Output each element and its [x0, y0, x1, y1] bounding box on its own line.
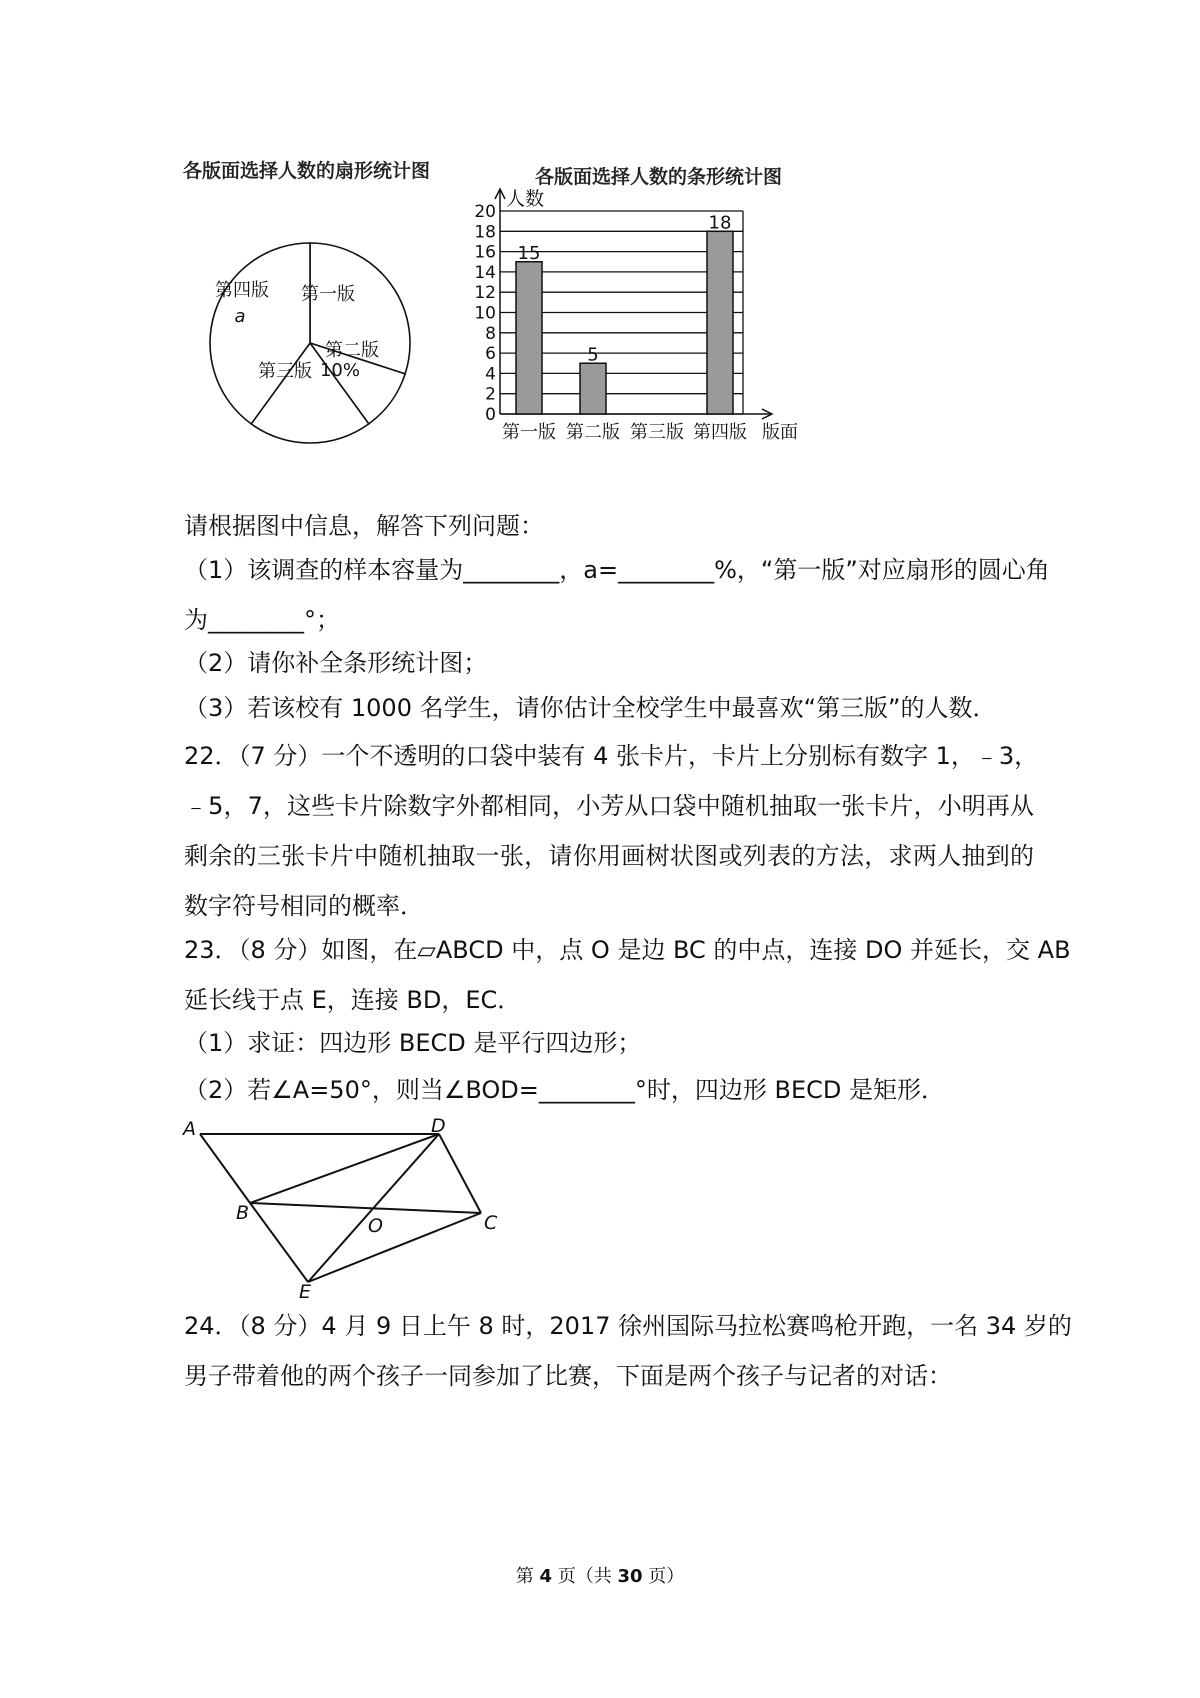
- text-line: 请根据图中信息，解答下列问题：: [184, 512, 544, 540]
- bar-1: [516, 262, 542, 414]
- parallelogram-figure: [178, 1115, 508, 1303]
- text-line: （1）求证：四边形 BECD 是平行四边形；: [184, 1029, 642, 1057]
- question-23-part2: [184, 1065, 1034, 1115]
- text-line: （3）若该校有 1000 名学生，请你估计全校学生中最喜欢“第三版”的人数．: [184, 694, 997, 722]
- page-footer: [0, 1562, 1200, 1588]
- footer-text: 第: [515, 1566, 534, 1587]
- pie-slice-label: 第二版: [325, 340, 379, 361]
- question-21-intro: [184, 501, 1034, 551]
- question-21-part1: [184, 545, 1050, 645]
- question-21-part2: [184, 638, 1034, 688]
- label-D: D: [431, 1115, 446, 1137]
- text-line: ﹣5，7，这些卡片除数字外都相同，小芳从口袋中随机抽取一张卡片，小明再从: [184, 792, 1034, 820]
- text-line: 24．（8 分）4 月 9 日上午 8 时，2017 徐州国际马拉松赛鸣枪开跑，一名 34 岁的: [184, 1312, 1072, 1340]
- y-tick-label: 20: [474, 202, 496, 222]
- x-category-label: 第四版: [693, 422, 747, 443]
- segment-DE: [308, 1134, 439, 1282]
- bar-4: [707, 231, 733, 414]
- bar-data-label: 18: [708, 212, 732, 234]
- pie-slice-annotation: 10%: [319, 360, 361, 381]
- y-tick-label: 12: [474, 283, 496, 304]
- question-23-part1: [184, 1018, 1034, 1068]
- y-tick-label: 2: [485, 384, 496, 405]
- pie-chart: [200, 238, 440, 458]
- segment-BD: [250, 1134, 439, 1203]
- label-O: O: [368, 1215, 383, 1237]
- bar-data-label: 15: [517, 242, 541, 264]
- label-B: B: [236, 1202, 250, 1224]
- pie-slice-label: 第一版: [301, 284, 355, 305]
- question-24: [184, 1301, 1072, 1401]
- y-tick-label: 8: [485, 323, 496, 344]
- pie-chart-title: 各版面选择人数的扇形统计图: [183, 160, 431, 182]
- question-23: [184, 925, 1071, 1025]
- pie-slice-label: 第四版: [215, 280, 269, 301]
- bar-2: [580, 363, 606, 414]
- text-line: 延长线于点 E，连接 BD，EC．: [184, 986, 522, 1014]
- question-21-part3: [184, 683, 1034, 733]
- pie-slice-annotation: a: [234, 306, 246, 327]
- y-axis-label: 人数: [506, 188, 545, 210]
- page-total: 30: [617, 1566, 643, 1587]
- pie-slice-label: 第三版: [258, 361, 312, 382]
- y-tick-label: 6: [485, 344, 496, 365]
- segment-DC: [439, 1134, 481, 1213]
- segment-BC: [250, 1203, 481, 1213]
- y-tick-label: 10: [474, 303, 496, 324]
- y-tick-label: 4: [485, 364, 496, 385]
- text-line: 剩余的三张卡片中随机抽取一张，请你用画树状图或列表的方法，求两人抽到的: [184, 842, 1034, 870]
- segment-BE: [250, 1203, 308, 1282]
- bar-chart: [474, 188, 890, 485]
- bar-data-label: 5: [587, 344, 599, 366]
- text-line: 男子带着他的两个孩子一同参加了比赛，下面是两个孩子与记者的对话：: [184, 1362, 952, 1390]
- text-line: （2）若∠A=50°，则当∠BOD=________°时，四边形 BECD 是矩形．: [184, 1076, 946, 1104]
- text-line: （1）该调查的样本容量为________，a=________%，“第一版”对应扇形的圆心角: [184, 556, 1050, 584]
- text-line: 23．（8 分）如图，在▱ABCD 中，点 O 是边 BC 的中点，连接 DO 并延长，交 AB: [184, 936, 1071, 964]
- bar-chart-title: 各版面选择人数的条形统计图: [535, 166, 783, 188]
- x-category-label: 第三版: [630, 422, 684, 443]
- x-axis-label: 版面: [762, 422, 798, 443]
- y-tick-label: 16: [474, 242, 496, 263]
- label-A: A: [183, 1118, 196, 1140]
- page-number: 4: [539, 1566, 552, 1587]
- x-category-label: 第一版: [502, 422, 556, 443]
- label-E: E: [299, 1281, 312, 1303]
- y-tick-label: 18: [474, 222, 496, 243]
- label-C: C: [484, 1212, 498, 1234]
- text-line: （2）请你补全条形统计图；: [184, 649, 488, 677]
- text-line: 22．（7 分）一个不透明的口袋中装有 4 张卡片，卡片上分别标有数字 1，﹣3，: [184, 742, 1039, 770]
- text-line: 数字符号相同的概率．: [184, 892, 424, 920]
- segment-AB: [200, 1134, 250, 1203]
- question-22: [184, 731, 1039, 931]
- footer-text: 页（共: [557, 1566, 612, 1587]
- y-tick-label: 0: [485, 405, 496, 425]
- footer-text: 页）: [648, 1566, 685, 1587]
- text-line: 为________°；: [184, 606, 340, 634]
- y-tick-label: 14: [474, 262, 496, 283]
- segment-EC: [308, 1213, 481, 1282]
- x-category-label: 第二版: [566, 422, 620, 443]
